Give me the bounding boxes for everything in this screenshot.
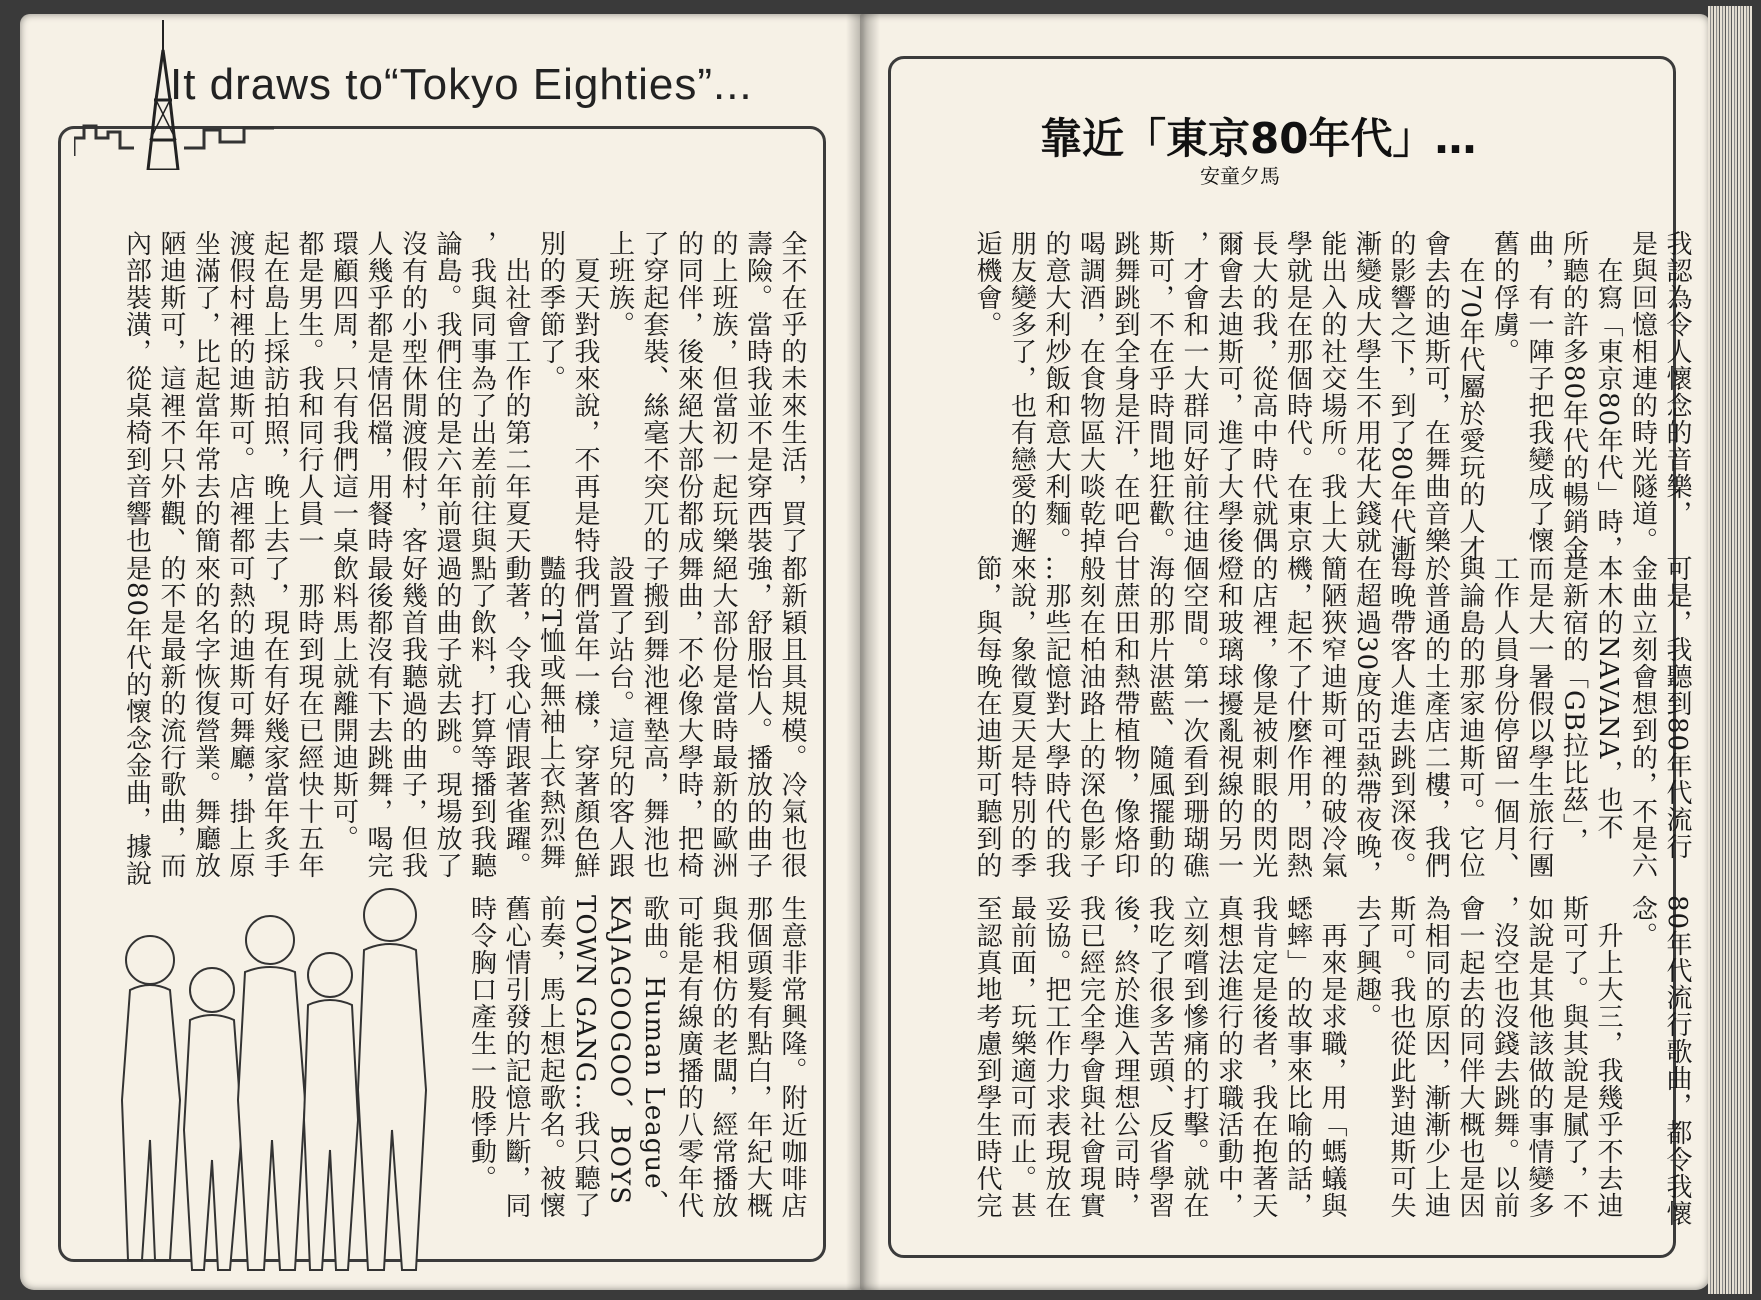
page-edges: [1708, 6, 1752, 1294]
right-page-middle-line: 工作人員身份停留一個月、: [1489, 555, 1520, 879]
right-page-middle-line: 本木的NAVANA，也不: [1593, 555, 1623, 841]
left-page-middle-line: 的不是最新的流行歌曲，而: [156, 555, 186, 879]
left-page-bottom-line: 那個頭髮有點白，年紀大概: [742, 895, 773, 1219]
left-page-middle-line: 最後都沒有下去跳舞，喝完: [363, 555, 393, 879]
right-page-bottom-line: 如說是其他該做的事情變多: [1524, 895, 1554, 1219]
skyline-icon: [74, 118, 274, 158]
right-page-bottom-line: 最前面，玩樂適可而止。甚: [1006, 895, 1037, 1219]
right-page-top-line: 在70年代屬於愛玩的人才: [1455, 230, 1485, 563]
left-page-middle-line: 可熱的迪斯可舞廳，掛上原: [225, 555, 255, 879]
left-page-top-line: 出社會工作的第二年夏天: [501, 230, 531, 554]
right-page-middle-line: 個空間。第一次看到珊瑚礁: [1179, 555, 1209, 879]
left-page-middle-line: 來的名字恢復營業。舞廳放: [190, 555, 221, 879]
left-page-top-line: 渡假村裡的迪斯可。店裡都: [225, 230, 255, 554]
right-page-top-line: 跳舞跳到全身是汗，在吧台: [1110, 230, 1140, 554]
right-page-top-line: 爾會去迪斯可，進了大學後: [1213, 230, 1244, 554]
right-page-top-line: 斯可，不在乎時間地狂歡。: [1144, 230, 1175, 554]
left-page-top-line: 陋迪斯可，這裡不只外觀、: [156, 230, 186, 554]
left-page-middle-line: 絕大部份是當時最新的歐洲: [708, 555, 738, 879]
right-page-middle-line: …那些記憶對大學時代的我: [1041, 555, 1071, 879]
left-page-bottom-line: 與我相仿的老闆，經常播放: [708, 895, 738, 1219]
right-page-middle-line: 海的那片湛藍、隨風擺動的: [1144, 555, 1175, 879]
right-page-bottom-line: 斯可了。與其說是膩了，不: [1558, 895, 1589, 1219]
right-page-middle-line: 節，與每晚在迪斯可聽到的: [972, 555, 1002, 879]
left-page-top-line: 夏天對我來說，不再是特: [570, 230, 600, 554]
right-page-middle-line: 每晚帶客人進去跳到深夜。: [1386, 555, 1416, 879]
right-page-middle-line: 於普通的土產店二樓，我們: [1420, 555, 1451, 879]
right-page-bottom-line: 為相同的原因，漸漸少上迪: [1420, 895, 1451, 1219]
left-page-middle-line: 我們當年一樣，穿著顏色鮮: [570, 555, 600, 879]
right-page-middle-line: 金曲立刻會想到的，不是六: [1627, 555, 1658, 879]
left-page-middle-line: 是80年代的懷念金曲，據說: [121, 555, 152, 888]
right-page-bottom-line: 後，終於進入理想公司時，: [1110, 895, 1140, 1219]
right-page-bottom-line: 念。: [1627, 895, 1658, 949]
right-page-middle-line: 甘蔗田和熱帶植物，像烙印: [1110, 555, 1140, 879]
left-page-top-line: 別的季節了。: [535, 230, 566, 392]
right-page-middle-line: 機，起不了什麼作用，悶熱: [1282, 555, 1313, 879]
right-page-bottom-line: 真想法進行的求職活動中，: [1213, 895, 1244, 1219]
right-page-top-line: 曲，有一陣子把我變成了懷: [1524, 230, 1554, 554]
right-page-bottom-line: 斯可。我也從此對迪斯可失: [1386, 895, 1416, 1219]
left-page-middle-line: 豔的T恤或無袖上衣熱烈舞: [535, 555, 566, 871]
right-page-middle-line: 可是，我聽到80年代流行: [1662, 555, 1692, 861]
right-page-middle-line: 在超過30度的亞熱帶夜晚，: [1351, 555, 1382, 888]
right-page-top-line: 舊的俘虜。: [1489, 230, 1520, 365]
article-author: 安童夕馬: [1200, 164, 1280, 188]
group-of-friends-illustration: [100, 880, 440, 1280]
left-page-top-line: 都是男生。我和同行人員一: [294, 230, 324, 554]
left-page-top-line: 坐滿了，比起當年常去的簡: [190, 230, 221, 554]
right-page-middle-line: 簡陋狹窄迪斯可裡的破冷氣: [1317, 555, 1347, 879]
left-page-top-line: 內部裝潢，從桌椅到音響也: [121, 230, 152, 554]
left-page-top-line: 上班族。: [604, 230, 635, 338]
right-page-bottom-line: 立刻嚐到慘痛的打擊。就在: [1179, 895, 1209, 1219]
right-page-top-line: 的意大利炒飯和意大利麵。: [1041, 230, 1071, 554]
left-page-bottom-line: 可能是有線廣播的八零年代: [673, 895, 704, 1219]
left-page-middle-line: 動著，令我心情跟著雀躍。: [501, 555, 531, 879]
left-page-top-line: 的同伴，後來絕大部份都成: [673, 230, 704, 554]
right-page-bottom-line: ，沒空也沒錢去跳舞。以前: [1489, 895, 1520, 1219]
right-page-top-line: 能出入的社交場所。我上大: [1317, 230, 1347, 554]
left-page-middle-line: 點了飲料，打算等播到我聽: [466, 555, 497, 879]
left-page-middle-line: 強，舒服怡人。播放的曲子: [742, 555, 773, 879]
right-page-middle-line: 而是大一暑假以學生旅行團: [1524, 555, 1554, 879]
right-page-bottom-line: 升上大三，我幾乎不去迪: [1593, 895, 1623, 1219]
right-page-bottom-line: 我肯定是後者，我在抱著天: [1248, 895, 1278, 1219]
right-page-middle-line: 般刻在柏油路上的深色影子: [1075, 555, 1106, 879]
english-title: It draws to“Tokyo Eighties”...: [170, 60, 753, 109]
right-page-top-line: 在寫「東京80年代」時，: [1593, 230, 1623, 563]
right-page-top-line: 我認為令人懷念的音樂，: [1662, 230, 1692, 527]
right-page-bottom-line: 去了興趣。: [1351, 895, 1382, 1030]
right-page-bottom-line: 至認真地考慮到學生時代完: [972, 895, 1002, 1219]
right-page-bottom-line: 我已經完全學會與社會現實: [1075, 895, 1106, 1219]
article-title: 靠近「東京80年代」…: [1040, 114, 1477, 163]
left-page-bottom-line: 時令胸口產生一股悸動。: [466, 895, 497, 1192]
left-page-middle-line: 過的曲子就去跳。現場放了: [432, 555, 462, 879]
right-page-top-line: 學就是在那個時代。在東京: [1282, 230, 1313, 554]
right-page-bottom-line: 80年代流行歌曲，都令我懷: [1662, 895, 1692, 1228]
left-page-bottom-line: TOWN GANG…我只聽了: [570, 895, 600, 1219]
right-page-top-line: 會去的迪斯可，在舞曲音樂: [1420, 230, 1451, 554]
left-page-middle-line: 好幾首我聽過的曲子，但我: [397, 555, 428, 879]
right-page-top-line: 是與回憶相連的時光隧道。: [1627, 230, 1658, 554]
left-page-middle-line: 了，現在有好幾家當年炙手: [259, 555, 290, 879]
left-page-bottom-line: KAJAGOOGOO、BOYS: [604, 895, 635, 1206]
left-page-bottom-line: 舊心情引發的記憶片斷，同: [501, 895, 531, 1219]
left-page-top-line: 環顧四周，只有我們這一桌: [328, 230, 359, 554]
left-page-middle-line: 都新穎且具規模。冷氣也很: [777, 555, 807, 879]
right-page-top-line: 所聽的許多80年代的暢銷金: [1558, 230, 1589, 563]
left-page-top-line: 的上班族，但當初一起玩樂: [708, 230, 738, 554]
left-page-middle-line: 那時到現在已經快十五年: [294, 555, 324, 879]
left-page-top-line: 全不在乎的未來生活，買了: [777, 230, 807, 554]
left-page-middle-line: 飲料馬上就離開迪斯可。: [328, 555, 359, 852]
left-page-middle-line: 子搬到舞池裡墊高，舞池也: [639, 555, 669, 879]
left-page-top-line: 論島。我們住的是六年前還: [432, 230, 462, 554]
right-page-top-line: 長大的我，從高中時代就偶: [1248, 230, 1278, 554]
right-page-bottom-line: 再來是求職，用「螞蟻與: [1317, 895, 1347, 1219]
left-page-top-line: 壽險。當時我並不是穿西裝: [742, 230, 773, 554]
right-page-bottom-line: 蟋蟀」的故事來比喻的話，: [1282, 895, 1313, 1219]
left-page-top-line: ，我與同事為了出差前往與: [466, 230, 497, 554]
right-page-bottom-line: 我吃了很多苦頭、反省學習: [1144, 895, 1175, 1219]
right-page-top-line: 逅機會。: [972, 230, 1002, 338]
right-page-middle-line: 與論島的那家迪斯可。它位: [1455, 555, 1485, 879]
right-page-top-line: ，才會和一大群同好前往迪: [1179, 230, 1209, 554]
right-page-bottom-line: 會一起去的同伴大概也是因: [1455, 895, 1485, 1219]
right-page-bottom-line: 妥協。把工作力求表現放在: [1041, 895, 1071, 1219]
left-page-middle-line: 舞曲，不必像大學時，把椅: [673, 555, 704, 879]
right-page-top-line: 喝調酒，在食物區大啖乾掉: [1075, 230, 1106, 554]
right-page-top-line: 的影響之下，到了80年代漸: [1386, 230, 1416, 563]
right-page-top-line: 朋友變多了，也有戀愛的邂: [1006, 230, 1037, 554]
left-page-middle-line: 設置了站台。這兒的客人跟: [604, 555, 635, 879]
right-page-middle-line: 是新宿的「GB拉比茲」，: [1558, 555, 1589, 854]
book-gutter: [846, 14, 880, 1290]
right-page-middle-line: 燈和玻璃球擾亂視線的另一: [1213, 555, 1244, 879]
left-page-bottom-line: 前奏，馬上想起歌名。被懷: [535, 895, 566, 1219]
right-page-middle-line: 的店裡，像是被刺眼的閃光: [1248, 555, 1278, 879]
left-page-top-line: 人幾乎都是情侶檔，用餐時: [363, 230, 393, 554]
left-page-bottom-line: 歌曲。Human League、: [639, 895, 669, 1217]
left-page-top-line: 沒有的小型休閒渡假村，客: [397, 230, 428, 554]
left-page-top-line: 了穿起套裝、絲毫不突兀的: [639, 230, 669, 554]
left-page-top-line: 起在島上採訪拍照，晚上去: [259, 230, 290, 554]
right-page-top-line: 漸變成大學生不用花大錢就: [1351, 230, 1382, 554]
left-page-bottom-line: 生意非常興隆。附近咖啡店: [777, 895, 807, 1219]
right-page-middle-line: 來說，象徵夏天是特別的季: [1006, 555, 1037, 879]
